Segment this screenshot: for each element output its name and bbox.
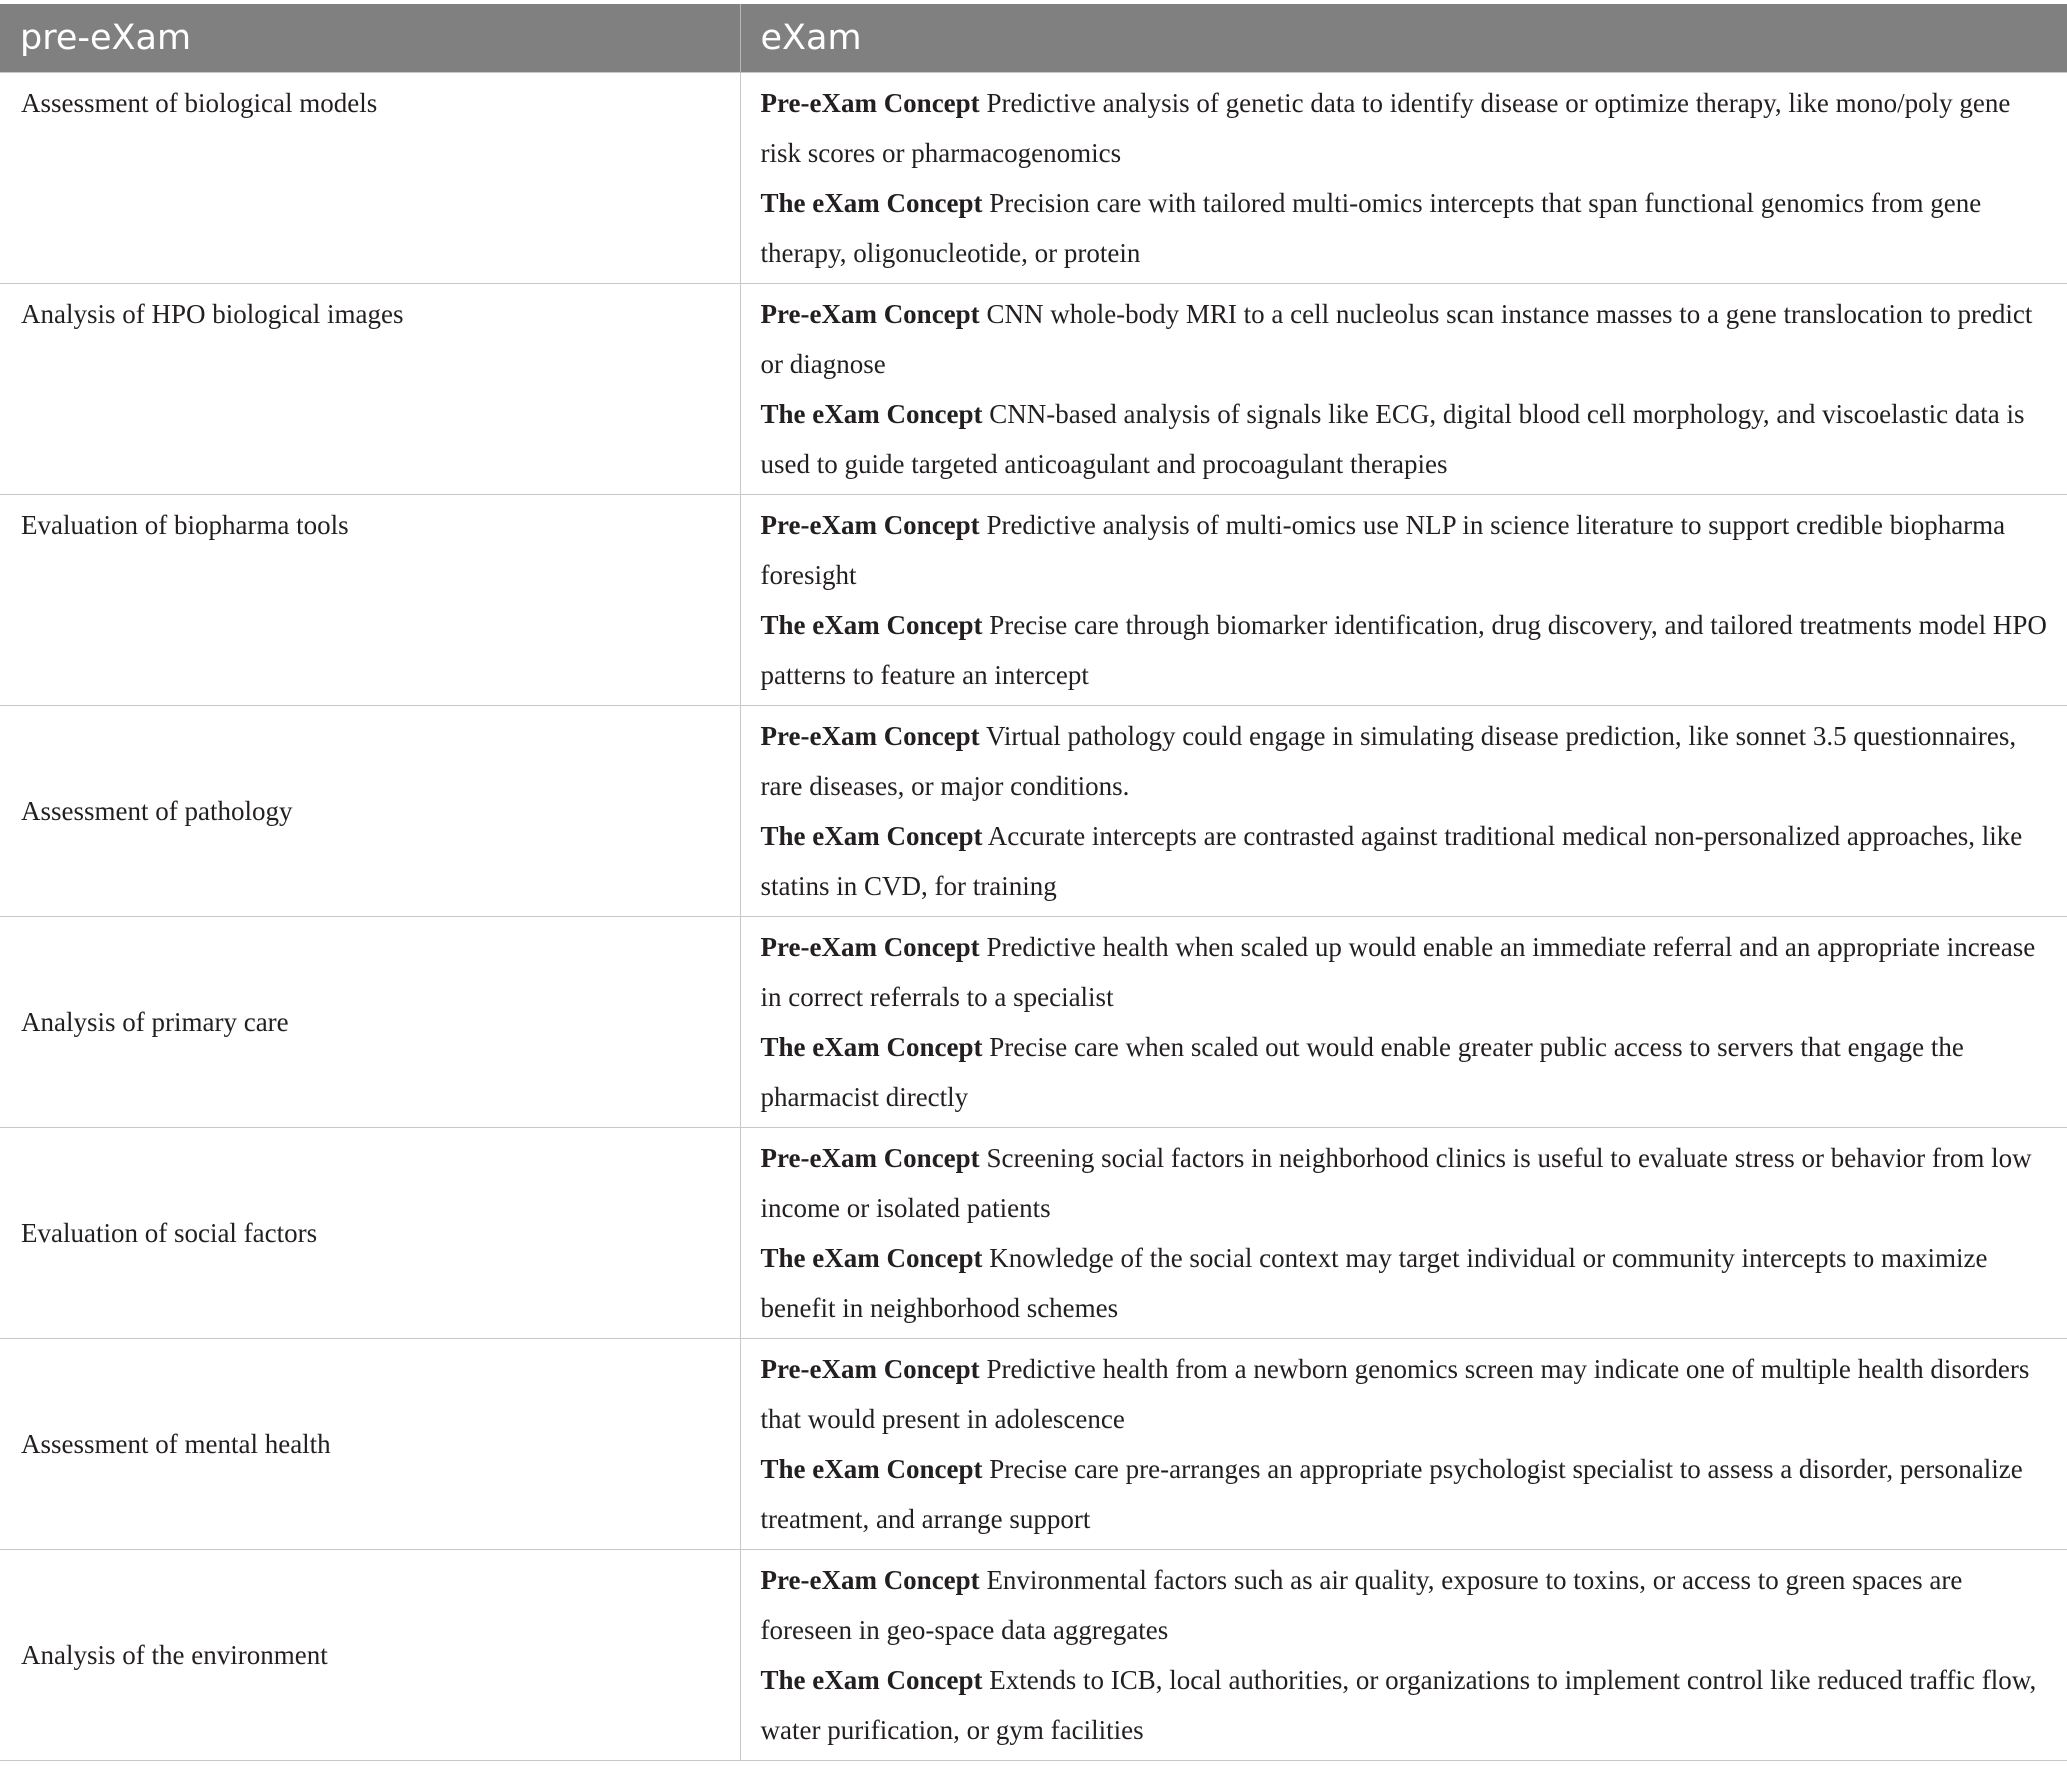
pre-exam-text: Virtual pathology could engage in simulating disease prediction, like sonnet 3.5 questionnaires, rare diseases, or major conditions. xyxy=(760,721,2017,801)
header-pre-exam: pre-eXam xyxy=(0,4,740,73)
row-concepts xyxy=(740,706,2067,917)
exam-label: The eXam Concept xyxy=(760,188,983,218)
pre-exam-label: Pre-eXam Concept xyxy=(760,721,980,751)
table-header xyxy=(0,4,2067,73)
table-body xyxy=(0,73,2067,1761)
exam-concept xyxy=(761,1022,2048,1122)
exam-label: The eXam Concept xyxy=(760,1665,983,1695)
pre-exam-label: Pre-eXam Concept xyxy=(760,88,980,118)
pre-exam-text: Environmental factors such as air quality, exposure to toxins, or access to green spaces are foreseen in geo-space data aggregates xyxy=(760,1565,1963,1645)
row-concepts xyxy=(740,1339,2067,1550)
table-row xyxy=(0,495,2067,706)
table-row xyxy=(0,917,2067,1128)
row-category: Evaluation of social factors xyxy=(0,1128,740,1339)
row-category: Assessment of pathology xyxy=(0,706,740,917)
row-concepts xyxy=(740,284,2067,495)
exam-label: The eXam Concept xyxy=(760,821,983,851)
pre-exam-label: Pre-eXam Concept xyxy=(760,299,980,329)
table-row xyxy=(0,1128,2067,1339)
exam-text: Extends to ICB, local authorities, or organizations to implement control like reduced traffic flow, water purification, or gym facilities xyxy=(760,1665,2037,1745)
exam-concept xyxy=(761,600,2048,700)
row-concepts xyxy=(740,917,2067,1128)
row-category: Analysis of primary care xyxy=(0,917,740,1128)
row-category: Evaluation of biopharma tools xyxy=(0,495,740,706)
pre-exam-concept xyxy=(761,1133,2048,1233)
exam-text: Precise care through biomarker identification, drug discovery, and tailored treatments model HPO patterns to feature an intercept xyxy=(760,610,2047,690)
row-category: Analysis of HPO biological images xyxy=(0,284,740,495)
comparison-table xyxy=(0,4,2067,1761)
exam-concept xyxy=(761,1444,2048,1544)
pre-exam-concept xyxy=(761,289,2048,389)
row-category: Analysis of the environment xyxy=(0,1550,740,1761)
pre-exam-label: Pre-eXam Concept xyxy=(760,1354,980,1384)
pre-exam-text: Predictive analysis of multi-omics use NLP in science literature to support credible biopharma foresight xyxy=(760,510,2006,590)
exam-text: Precision care with tailored multi-omics intercepts that span functional genomics from gene therapy, oligonucleotide, or protein xyxy=(760,188,1982,268)
header-row xyxy=(0,4,2067,73)
pre-exam-concept xyxy=(761,1344,2048,1444)
exam-concept xyxy=(761,811,2048,911)
pre-exam-text: Predictive health from a newborn genomics screen may indicate one of multiple health disorders that would present in adolescence xyxy=(760,1354,2030,1434)
pre-exam-concept xyxy=(761,1555,2048,1655)
pre-exam-concept xyxy=(761,78,2048,178)
pre-exam-label: Pre-eXam Concept xyxy=(760,1143,980,1173)
row-concepts xyxy=(740,73,2067,284)
pre-exam-concept xyxy=(761,922,2048,1022)
exam-text: Precise care pre-arranges an appropriate psychologist specialist to assess a disorder, personalize treatment, and arrange support xyxy=(760,1454,2023,1534)
exam-label: The eXam Concept xyxy=(760,610,983,640)
row-concepts xyxy=(740,1550,2067,1761)
header-exam: eXam xyxy=(740,4,2067,73)
pre-exam-text: Predictive analysis of genetic data to identify disease or optimize therapy, like mono/poly gene risk scores or pharmacogenomics xyxy=(760,88,2011,168)
exam-label: The eXam Concept xyxy=(760,399,983,429)
exam-text: Precise care when scaled out would enable greater public access to servers that engage the pharmacist directly xyxy=(760,1032,1964,1112)
table-row xyxy=(0,1550,2067,1761)
table-row xyxy=(0,706,2067,917)
exam-concept xyxy=(761,178,2048,278)
pre-exam-label: Pre-eXam Concept xyxy=(760,932,980,962)
pre-exam-concept xyxy=(761,711,2048,811)
pre-exam-label: Pre-eXam Concept xyxy=(760,510,980,540)
exam-label: The eXam Concept xyxy=(760,1243,983,1273)
pre-exam-text: CNN whole-body MRI to a cell nucleolus scan instance masses to a gene translocation to predict or diagnose xyxy=(760,299,2033,379)
row-concepts xyxy=(740,495,2067,706)
pre-exam-text: Screening social factors in neighborhood clinics is useful to evaluate stress or behavior from low income or isolated patients xyxy=(760,1143,2032,1223)
table-row xyxy=(0,73,2067,284)
exam-text: Knowledge of the social context may target individual or community intercepts to maximize benefit in neighborhood schemes xyxy=(760,1243,1988,1323)
comparison-table-wrapper xyxy=(0,4,2067,1761)
exam-text: CNN-based analysis of signals like ECG, digital blood cell morphology, and viscoelastic data is used to guide targeted anticoagulant and procoagulant therapies xyxy=(760,399,2025,479)
row-concepts xyxy=(740,1128,2067,1339)
exam-concept xyxy=(761,1655,2048,1755)
exam-concept xyxy=(761,389,2048,489)
row-category: Assessment of biological models xyxy=(0,73,740,284)
exam-text: Accurate intercepts are contrasted against traditional medical non-personalized approaches, like statins in CVD, for training xyxy=(760,821,2023,901)
pre-exam-label: Pre-eXam Concept xyxy=(760,1565,980,1595)
exam-label: The eXam Concept xyxy=(760,1454,983,1484)
exam-concept xyxy=(761,1233,2048,1333)
table-row xyxy=(0,1339,2067,1550)
pre-exam-text: Predictive health when scaled up would enable an immediate referral and an appropriate increase in correct referrals to a specialist xyxy=(760,932,2036,1012)
table-row xyxy=(0,284,2067,495)
row-category: Assessment of mental health xyxy=(0,1339,740,1550)
exam-label: The eXam Concept xyxy=(760,1032,983,1062)
pre-exam-concept xyxy=(761,500,2048,600)
